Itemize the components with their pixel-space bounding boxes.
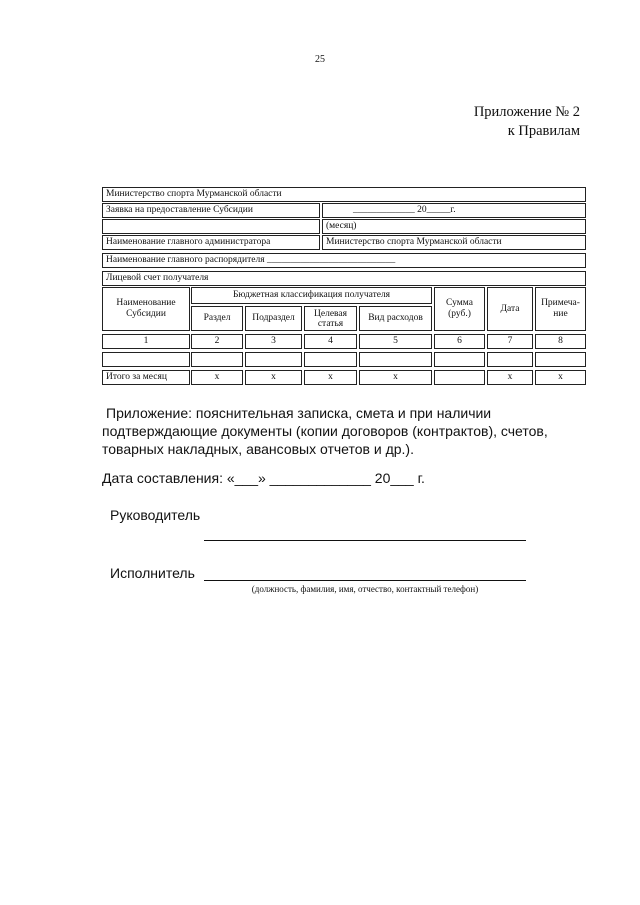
header-budget-classification: Бюджетная классификация получателя: [191, 287, 432, 304]
compilation-date: Дата составления: «___» _____________ 20___ г.: [102, 470, 425, 486]
note-line-1: Приложение: пояснительная записка, смета и при наличии: [106, 405, 492, 421]
appendix-heading: [474, 103, 580, 141]
header-subsection: Подраздел: [245, 306, 302, 331]
head-signature-label: Руководитель: [110, 507, 201, 523]
total-cell: x: [487, 370, 533, 385]
blank-cell: [102, 219, 320, 234]
data-cell: [487, 352, 533, 367]
total-amount-cell: [434, 370, 485, 385]
header-amount: Сумма (руб.): [434, 287, 485, 331]
period-field: _____________ 20_____г.: [322, 203, 586, 218]
total-cell: x: [191, 370, 243, 385]
signature-caption: (должность, фамилия, имя, отчество, контактный телефон): [251, 584, 479, 594]
total-cell: x: [304, 370, 357, 385]
col-number-2: 2: [191, 334, 243, 349]
data-cell: [434, 352, 485, 367]
attachment-note: [102, 404, 572, 458]
executor-signature-label: Исполнитель: [110, 565, 195, 581]
chief-manager-cell: Наименование главного распорядителя ___________________________: [102, 253, 586, 268]
header-date: Дата: [487, 287, 533, 331]
total-cell: x: [245, 370, 302, 385]
data-cell: [191, 352, 243, 367]
chief-admin-label-cell: Наименование главного администратора: [102, 235, 320, 250]
header-section: Раздел: [191, 306, 243, 331]
data-cell: [304, 352, 357, 367]
executor-signature-line: [204, 580, 526, 581]
header-target-item: Целевая статья: [304, 306, 357, 331]
appendix-line-1: Приложение № 2: [473, 104, 580, 120]
data-cell: [535, 352, 586, 367]
note-line-3: товарных накладных, авансовых отчетов и др.).: [102, 441, 414, 457]
head-signature-line: [204, 540, 526, 541]
header-subsidy-name: Наименование Субсидии: [102, 287, 190, 331]
col-number-8: 8: [535, 334, 586, 349]
data-cell: [102, 352, 190, 367]
col-number-6: 6: [434, 334, 485, 349]
total-cell: x: [535, 370, 586, 385]
note-line-2: подтверждающие документы (копии договоров (контрактов), счетов,: [102, 423, 548, 439]
month-hint-cell: (месяц): [322, 219, 586, 234]
header-note: Примеча-ние: [535, 287, 586, 331]
application-label-cell: Заявка на предоставление Субсидии: [102, 203, 320, 218]
col-number-4: 4: [304, 334, 357, 349]
col-number-5: 5: [359, 334, 432, 349]
col-number-7: 7: [487, 334, 533, 349]
data-cell: [359, 352, 432, 367]
data-cell: [245, 352, 302, 367]
appendix-line-2: к Правилам: [507, 123, 580, 139]
total-cell: x: [359, 370, 432, 385]
page-number: 25: [315, 54, 325, 65]
total-row-label: Итого за месяц: [102, 370, 190, 385]
col-number-1: 1: [102, 334, 190, 349]
header-expense-type: Вид расходов: [359, 306, 432, 331]
account-cell: Лицевой счет получателя: [102, 271, 586, 286]
ministry-cell: Министерство спорта Мурманской области: [102, 187, 586, 202]
col-number-3: 3: [245, 334, 302, 349]
chief-admin-value-cell: Министерство спорта Мурманской области: [322, 235, 586, 250]
